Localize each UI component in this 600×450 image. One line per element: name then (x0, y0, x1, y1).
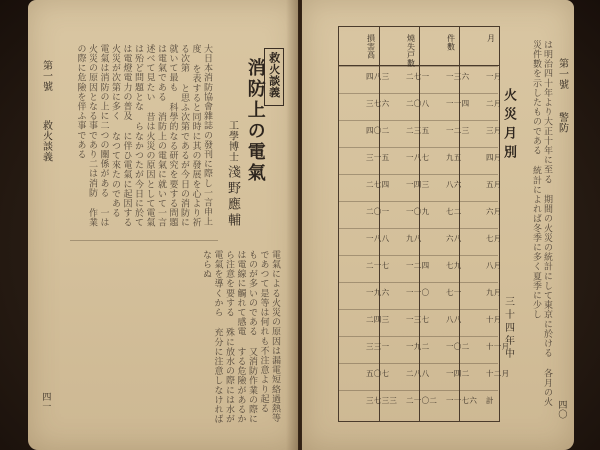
article-title: 消防上の電氣 (244, 58, 266, 184)
table-cell-houses: 二七一 (406, 72, 430, 81)
table-cell-month: 八月 (486, 261, 502, 270)
table-cell-houses: 一四三 (406, 180, 430, 189)
right-header: 第一號 (556, 58, 568, 90)
table-cell-month: 七月 (486, 234, 502, 243)
left-header-sub: 救火談義 (40, 120, 52, 162)
body-col: 大日本消防協會雜誌の發刊に際し一言申上度 (190, 44, 212, 227)
table-col-line (459, 27, 460, 421)
table-row-line (338, 390, 498, 391)
author-name: 淺野應輔 (224, 165, 240, 229)
body-col: 電氣による火災の原因は漏電短絡過熱等 (270, 250, 280, 423)
table-cell-month: 十一月 (486, 342, 510, 351)
table-cell-count: 八六 (446, 180, 462, 189)
table-cell-houses: 一八七 (406, 153, 430, 162)
body-col: 科學的なる研究を要する問題は電氣である (156, 44, 178, 228)
table-cell-damage: 四八三 (366, 72, 390, 81)
table-cell-houses: 一二四 (406, 261, 430, 270)
table-cell-houses: 二八八 (406, 369, 430, 378)
left-footer-page: 四一 (40, 392, 51, 411)
table-cell-houses: 二三五 (406, 126, 430, 135)
table-cell-count: 七二 (446, 207, 462, 216)
table-cell-count: 一一七六 (446, 396, 478, 405)
table-cell-damage: 二一七 (366, 261, 390, 270)
table-cell-count: 七一 (446, 288, 462, 297)
body-col: なつて來たのである (110, 131, 120, 218)
table-row-line (338, 66, 498, 67)
author-affiliation: 工學博士 (226, 120, 238, 162)
body-col: 一は火災の原因となる事であり二は消防 (87, 44, 109, 228)
table-cell-damage: 一九六 (366, 288, 390, 297)
body-col: 充分に注意しなければならぬ (201, 250, 223, 424)
table-row-line (338, 363, 498, 364)
table-row-line (338, 336, 498, 337)
table-cell-month: 九月 (486, 288, 502, 297)
table-cell-houses: 二〇八 (406, 99, 430, 108)
body-col: と思ふ次第であるが今日の消防に就いて最も (167, 44, 189, 228)
table-row-line (338, 201, 498, 202)
table-cell-houses: 二一〇二 (406, 396, 438, 405)
intro-col: 期間の火災の統計にして東京に於ける (542, 194, 552, 358)
left-body-lower (66, 250, 280, 425)
table-cell-houses: 九八 (406, 234, 422, 243)
section-mark: 救火談義 (267, 52, 281, 98)
body-col: 電氣は消防の上に二つの關係がある (98, 44, 109, 198)
table-cell-month: 五月 (486, 180, 502, 189)
table-cell-count: 七九 (446, 261, 462, 270)
table-cell-count: 一三六 (446, 72, 470, 81)
body-col: する危險があるから注意を要する (224, 250, 246, 424)
table-cell-damage: 三七六 (366, 99, 390, 108)
body-col: らなかつたが今日に於ては電燈電力の普及 (121, 44, 143, 228)
table-cell-month: 計 (486, 396, 494, 405)
table-col-line (379, 27, 380, 421)
body-col: に伴ひ電氣に起因する火災が次第に多く (110, 44, 132, 228)
table-cell-count: 一一四 (446, 99, 470, 108)
table-note: 三十四年中 (502, 296, 514, 361)
table-cell-damage: 二七四 (366, 180, 390, 189)
table-cell-damage: 三一五 (366, 153, 390, 162)
table-row-line (338, 120, 498, 121)
table-cell-damage: 五〇七 (366, 369, 390, 378)
table-cell-damage: 四〇二 (366, 126, 390, 135)
table-row-line (338, 282, 498, 283)
intro-col: 各月の火災件數を示したものである (531, 40, 552, 407)
table-row-line (338, 93, 498, 94)
table-cell-month: 三月 (486, 126, 502, 135)
table-col-line (419, 27, 420, 421)
table-cell-month: 一月 (486, 72, 502, 81)
intro-col: 統計によれば冬季に多く夏季に少し (531, 165, 541, 320)
table-header-month: 月 (486, 34, 496, 43)
body-col: であつて是等は何れも不注意より起る (258, 250, 269, 414)
table-header-damage: 損害高 (366, 34, 376, 59)
table-cell-count: 一〇二 (446, 342, 470, 351)
table-cell-count: 八八 (446, 315, 462, 324)
table-cell-month: 六月 (486, 207, 502, 216)
table-cell-damage: 二四三 (366, 315, 390, 324)
table-cell-month: 四月 (486, 153, 502, 162)
body-col: 消防上の電氣に就いて一言述べて見たい (144, 44, 166, 228)
table-row-line (338, 147, 498, 148)
body-col: ものが多いのである (247, 250, 257, 337)
table-cell-houses: 一三七 (406, 315, 430, 324)
table-cell-damage: 一八八 (366, 234, 390, 243)
table-row-line (338, 174, 498, 175)
table-cell-houses: 一九二 (406, 342, 430, 351)
right-header-sub: 警防 (556, 112, 568, 133)
table-cell-count: 九五 (446, 153, 462, 162)
body-col: 作業の際に危險を伴ふ事である (75, 44, 97, 228)
body-col: 昔は火災の原因として電氣は殆ど問題とな (133, 44, 155, 228)
table-cell-month: 二月 (486, 99, 502, 108)
table-row-line (338, 309, 498, 310)
table-title: 火災月別 (500, 88, 516, 164)
table-cell-houses: 一一〇 (406, 288, 430, 297)
body-col: を表すると同時に其の發展を心より祈る次第 (179, 44, 201, 228)
table-cell-houses: 一〇九 (406, 207, 430, 216)
intro-col: は明治四十年より大正十年に至る (542, 40, 552, 184)
table-cell-count: 一四二 (446, 369, 470, 378)
table-cell-damage: 二〇一 (366, 207, 390, 216)
table-cell-count: 一二三 (446, 126, 470, 135)
table-row-line (338, 228, 498, 229)
right-page-number: 四〇 (556, 400, 567, 419)
table-cell-month: 十二月 (486, 369, 510, 378)
body-col: 殊に放水の際には水が電氣を導くから (212, 250, 234, 424)
table-row-line (338, 255, 498, 256)
left-text-divider (70, 240, 218, 241)
table-header-houses: 燒失戸數 (406, 34, 416, 68)
table-cell-damage: 三三一 (366, 342, 390, 351)
left-body-upper (72, 44, 212, 234)
table-cell-damage: 三七三三 (366, 396, 398, 405)
left-header: 第一號 (40, 60, 52, 92)
table-header-count: 件數 (446, 34, 456, 51)
table-cell-count: 六八 (446, 234, 462, 243)
table-cell-month: 十月 (486, 315, 502, 324)
body-col: 又消防作業の際には電線に觸れて感電 (235, 250, 257, 424)
